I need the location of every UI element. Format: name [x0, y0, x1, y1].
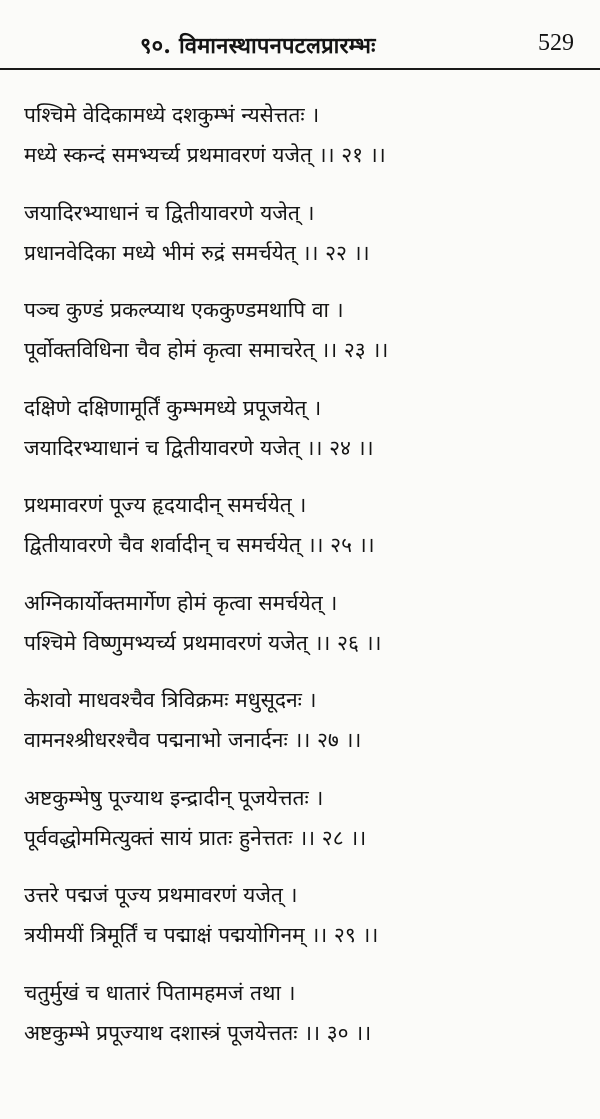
verse-line: जयादिरभ्याधानं च द्वितीयावरणे यजेत् ।: [24, 200, 315, 225]
verse-line: अष्टकुम्भेषु पूज्याथ इन्द्रादीन् पूजयेत्ततः ।: [24, 785, 324, 810]
verse-line: प्रथमावरणं पूज्य हृदयादीन् समर्चयेत् ।: [24, 493, 307, 517]
verse-21: [24, 95, 584, 193]
verse-line: उत्तरे पद्मजं पूज्य प्रथमावरणं यजेत् ।: [24, 883, 298, 907]
header-rule: [0, 68, 600, 70]
verse-line: चतुर्मुखं च धातारं पितामहमजं तथा ।: [24, 980, 296, 1005]
verse-line: वामनश्श्रीधरश्चैव पद्मनाभो जनार्दनः ।। २७ ।।: [24, 728, 362, 752]
verse-list: [24, 95, 584, 1070]
chapter-title: ९०. विमानस्थापनपटलप्रारम्भः: [140, 33, 376, 59]
verse-line: पूर्वोक्तविधिना चैव होमं कृत्वा समाचरेत् ।। २३ ।।: [24, 338, 389, 362]
verse-28: [24, 778, 584, 876]
verse-22: [24, 193, 584, 291]
verse-23: [24, 290, 584, 388]
verse-line: पञ्च कुण्डं प्रकल्प्याथ एककुण्डमथापि वा ।: [24, 298, 344, 322]
verse-25: [24, 485, 584, 583]
verse-line: पूर्ववद्धोममित्युक्तं सायं प्रातः हुनेत्ततः ।। २८ ।।: [24, 825, 367, 850]
verse-29: [24, 875, 584, 973]
verse-26: [24, 583, 584, 681]
verse-line: पश्चिमे विष्णुमभ्यर्च्य प्रथमावरणं यजेत् ।। २६ ।।: [24, 630, 382, 655]
verse-line: अष्टकुम्भे प्रपूज्याथ दशास्त्रं पूजयेत्ततः ।। ३० ।।: [24, 1020, 372, 1045]
verse-line: द्वितीयावरणे चैव शर्वादीन् च समर्चयेत् ।। २५ ।।: [24, 533, 375, 557]
verse-line: पश्चिमे वेदिकामध्ये दशकुम्भं न्यसेत्ततः ।: [24, 103, 320, 127]
verse-line: प्रधानवेदिका मध्ये भीमं रुद्रं समर्चयेत् ।। २२ ।।: [24, 240, 370, 265]
page-header: [0, 0, 600, 72]
verse-line: दक्षिणे दक्षिणामूर्तिं कुम्भमध्ये प्रपूजयेत् ।: [24, 395, 322, 420]
verse-27: [24, 680, 584, 778]
verse-line: त्रयीमयीं त्रिमूर्तिं च पद्माक्षं पद्मयोगिनम् ।। २९ ।।: [24, 923, 379, 947]
verse-line: अग्निकार्योक्तमार्गेण होमं कृत्वा समर्चयेत् ।: [24, 590, 338, 615]
verse-line: मध्ये स्कन्दं समभ्यर्च्य प्रथमावरणं यजेत् ।। २१ ।।: [24, 143, 386, 167]
verse-line: केशवो माधवश्चैव त्रिविक्रमः मधुसूदनः ।: [24, 688, 317, 712]
verse-24: [24, 388, 584, 486]
page-number: 529: [538, 30, 574, 56]
verse-30: [24, 973, 584, 1071]
verse-line: जयादिरभ्याधानं च द्वितीयावरणे यजेत् ।। २४ ।।: [24, 435, 374, 460]
